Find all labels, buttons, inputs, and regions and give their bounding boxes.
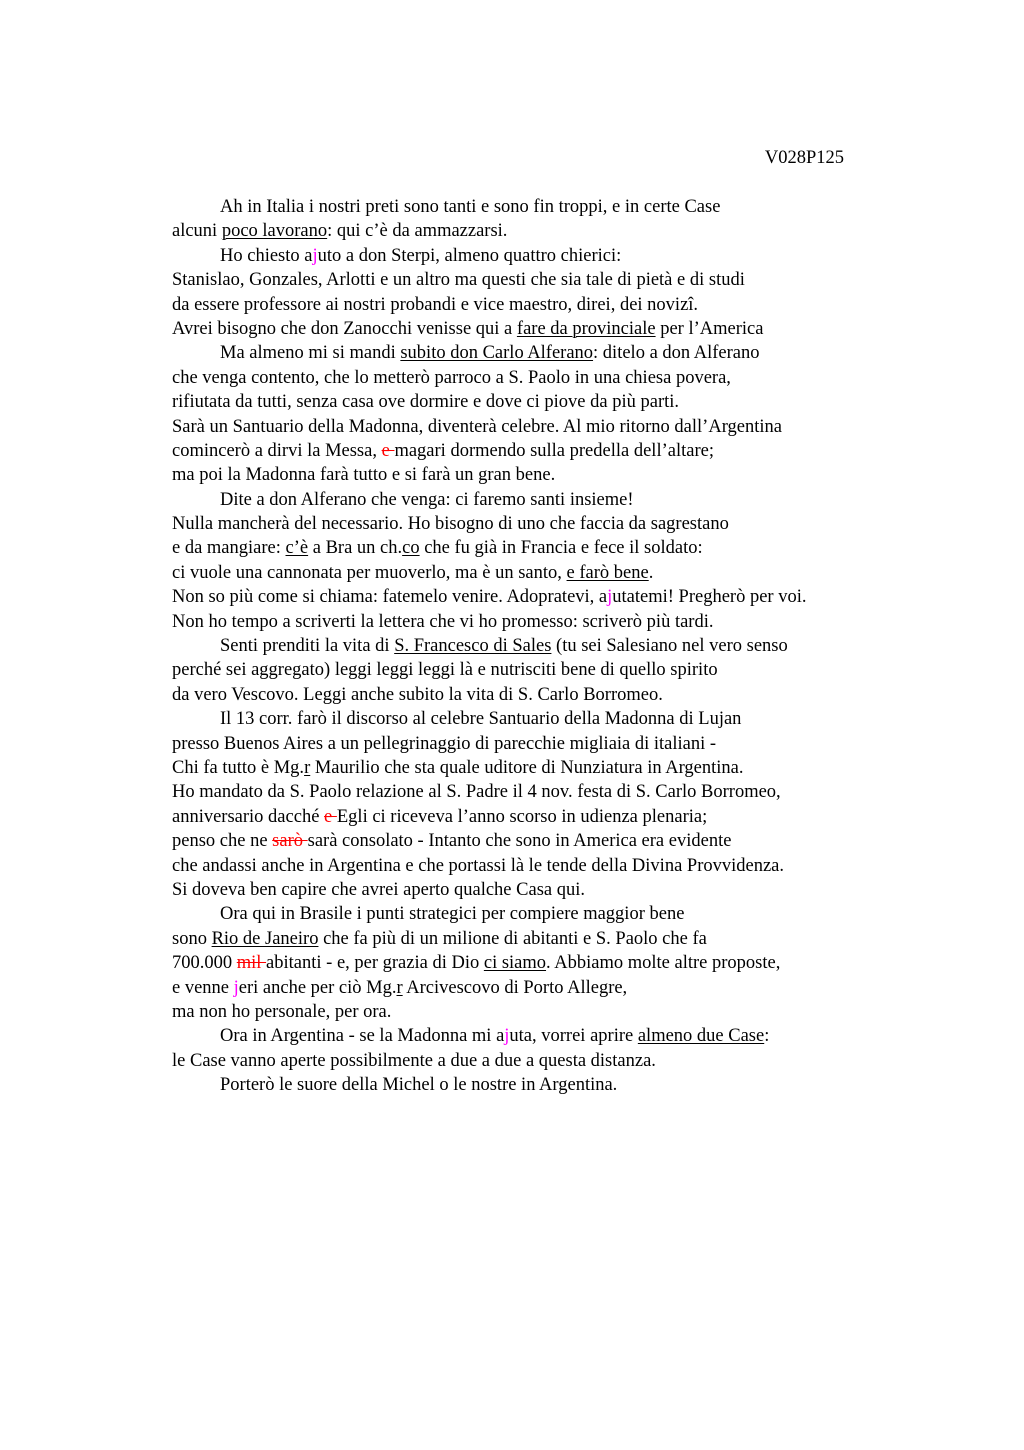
text-line: [172, 268, 962, 292]
underlined-text: r: [304, 757, 311, 778]
text-segment: Non ho tempo a scriverti la lettera che vi ho promesso: scriverò più tardi.: [172, 611, 714, 632]
text-segment: . Abbiamo molte altre proposte,: [546, 953, 781, 974]
text-line: [172, 488, 962, 512]
text-segment: 700.000: [172, 953, 237, 974]
text-line: [172, 317, 962, 341]
text-segment: Egli ci riceveva l’anno scorso in udienza plenaria;: [336, 806, 708, 827]
deleted-text: e: [381, 440, 395, 461]
text-line: [172, 463, 962, 487]
text-line: [172, 1000, 962, 1024]
text-line: [172, 805, 962, 829]
text-segment: Ora in Argentina - se la Madonna mi a: [220, 1026, 505, 1047]
text-segment: utatemi! Pregherò per voi.: [612, 587, 807, 608]
text-line: [172, 756, 962, 780]
text-segment: Si doveva ben capire che avrei aperto qualche Casa qui.: [172, 879, 585, 900]
text-line: [172, 219, 962, 243]
text-line: [172, 536, 962, 560]
text-line: [172, 1024, 962, 1048]
text-segment: sarà consolato - Intanto che sono in America era evidente: [307, 831, 732, 852]
text-line: [172, 854, 962, 878]
text-segment: sono: [172, 928, 212, 949]
text-segment: da essere professore ai nostri probandi e vice maestro, direi, dei novizi: [172, 294, 694, 315]
underlined-text: fare da provinciale: [516, 318, 656, 339]
text-segment: .: [693, 294, 699, 315]
text-segment: alcuni: [172, 221, 222, 242]
text-segment: Porterò le suore della Michel o le nostre in Argentina.: [220, 1075, 618, 1096]
text-segment: : qui c’è da ammazzarsi.: [327, 221, 508, 242]
text-segment: che andassi anche in Argentina e che portassi là le tende della Divina Provvidenza.: [172, 855, 784, 876]
text-segment: Maurilio che sta quale uditore di Nunziatura in Argentina.: [310, 757, 744, 778]
text-line: [172, 244, 962, 268]
text-segment: a Bra un ch.: [308, 538, 403, 559]
text-segment: uta, vorrei aprire: [509, 1026, 638, 1047]
text-line: [172, 658, 962, 682]
text-segment: da vero Vescovo. Leggi anche subito la vita di S. Carlo Borromeo.: [172, 684, 663, 705]
corrected-letter: j: [233, 977, 239, 998]
text-segment: :: [764, 1026, 770, 1047]
corrected-letter: j: [607, 587, 613, 608]
text-line: [172, 683, 962, 707]
text-segment: per l’America: [655, 318, 764, 339]
text-line: [172, 390, 962, 414]
deleted-text: e: [324, 806, 337, 827]
text-segment: ma poi la Madonna farà tutto e si farà un gran bene.: [172, 465, 556, 486]
text-segment: (tu sei Salesiano nel vero senso: [551, 636, 788, 657]
deleted-text: sarò: [272, 831, 308, 852]
text-segment: Il 13 corr. farò il discorso al celebre Santuario della Madonna di Lujan: [220, 709, 742, 730]
text-line: [172, 927, 962, 951]
text-line: [172, 902, 962, 926]
text-segment: ci vuole una cannonata per muoverlo, ma è un santo,: [172, 562, 567, 583]
text-line: [172, 610, 962, 634]
text-segment: ma non ho personale, per ora.: [172, 1001, 392, 1022]
underlined-text: co: [402, 538, 420, 559]
text-segment: uto a don Sterpi, almeno quattro chierici:: [317, 245, 622, 266]
underlined-text: S. Francesco di Sales: [394, 636, 552, 657]
underlined-text: subito don Carlo Alferano: [400, 343, 594, 364]
text-segment: comincerò a dirvi la Messa,: [172, 440, 382, 461]
text-line: [172, 195, 962, 219]
text-segment: Dite a don Alferano che venga: ci faremo santi insieme!: [220, 489, 634, 510]
text-segment: Ho mandato da S. Paolo relazione al S. Padre il 4 nov. festa di S. Carlo Borromeo,: [172, 782, 781, 803]
text-segment: che fu già in Francia e fece il soldato:: [419, 538, 703, 559]
text-segment: perché sei aggregato) leggi leggi leggi là e nutrisciti bene di quello spirito: [172, 660, 718, 681]
text-segment: Ho chiesto a: [220, 245, 313, 266]
text-line: [172, 634, 962, 658]
text-segment: Ah in Italia i nostri preti sono tanti e sono fin troppi, e in certe Case: [220, 197, 721, 217]
text-segment: Sarà un Santuario della Madonna, diventerà celebre. Al mio ritorno dall’Argentina: [172, 416, 782, 437]
text-segment: che fa più di un milione di abitanti e S. Paolo che fa: [318, 928, 707, 949]
underlined-text: r: [396, 977, 403, 998]
text-segment: Non so più come si chiama: fatemelo venire. Adopratevi, a: [172, 587, 608, 608]
text-segment: magari dormendo sulla predella dell’altare;: [394, 440, 714, 461]
text-line: [172, 293, 962, 317]
text-line: [172, 951, 962, 975]
text-segment: che venga contento, che lo metterò parroco a S. Paolo in una chiesa povera,: [172, 367, 731, 388]
deleted-text: mil: [236, 953, 267, 974]
text-segment: anniversario dacché: [172, 806, 325, 827]
text-segment: presso Buenos Aires a un pellegrinaggio di parecchie migliaia di italiani -: [172, 733, 717, 754]
text-line: [172, 732, 962, 756]
text-segment: .: [648, 562, 654, 583]
underlined-text: Rio de Janeiro: [211, 928, 319, 949]
text-segment: Senti prenditi la vita di: [220, 636, 395, 657]
underlined-text: almeno due Case: [637, 1026, 765, 1047]
text-segment: Chi fa tutto è Mg.: [172, 757, 305, 778]
text-segment: Nulla mancherà del necessario. Ho bisogno di uno che faccia da sagrestano: [172, 514, 729, 535]
text-segment: e venne: [172, 977, 234, 998]
page-identifier: V028P125: [764, 148, 844, 168]
underlined-text: poco lavorano: [221, 221, 328, 242]
text-segment: eri anche per ciò Mg.: [238, 977, 397, 998]
text-line: [172, 1049, 962, 1073]
text-line: [172, 415, 962, 439]
text-line: [172, 512, 962, 536]
text-segment: penso che ne: [172, 831, 273, 852]
text-line: [172, 976, 962, 1000]
text-line: [172, 366, 962, 390]
corrected-letter: j: [504, 1026, 510, 1047]
text-segment: Ora qui in Brasile i punti strategici per compiere maggior bene: [220, 904, 685, 925]
text-line: [172, 585, 962, 609]
text-line: [172, 439, 962, 463]
text-line: [172, 561, 962, 585]
letter-body: [172, 195, 962, 1097]
underlined-text: ci siamo: [483, 953, 547, 974]
text-line: [172, 1073, 962, 1097]
text-segment: : ditelo a don Alferano: [593, 343, 760, 364]
text-segment: e da mangiare:: [172, 538, 286, 559]
text-line: [172, 878, 962, 902]
text-segment: rifiutata da tutti, senza casa ove dormire e dove ci piove da più parti.: [172, 392, 680, 413]
text-segment: Arcivescovo di Porto Allegre,: [402, 977, 628, 998]
text-line: [172, 780, 962, 804]
text-segment: abitanti - e, per grazia di Dio: [266, 953, 484, 974]
underlined-text: c’è: [285, 538, 309, 559]
text-line: [172, 707, 962, 731]
text-segment: Avrei bisogno che don Zanocchi venisse qui a: [172, 318, 517, 339]
corrected-letter: j: [312, 245, 318, 266]
text-segment: Stanislao, Gonzales, Arlotti e un altro ma questi che sia tale di pietà e di studi: [172, 270, 745, 291]
text-segment: Ma almeno mi si mandi: [220, 343, 401, 364]
text-segment: le Case vanno aperte possibilmente a due a due a questa distanza.: [172, 1050, 656, 1071]
underlined-text: e farò bene: [566, 562, 649, 583]
text-line: [172, 829, 962, 853]
text-line: [172, 341, 962, 365]
